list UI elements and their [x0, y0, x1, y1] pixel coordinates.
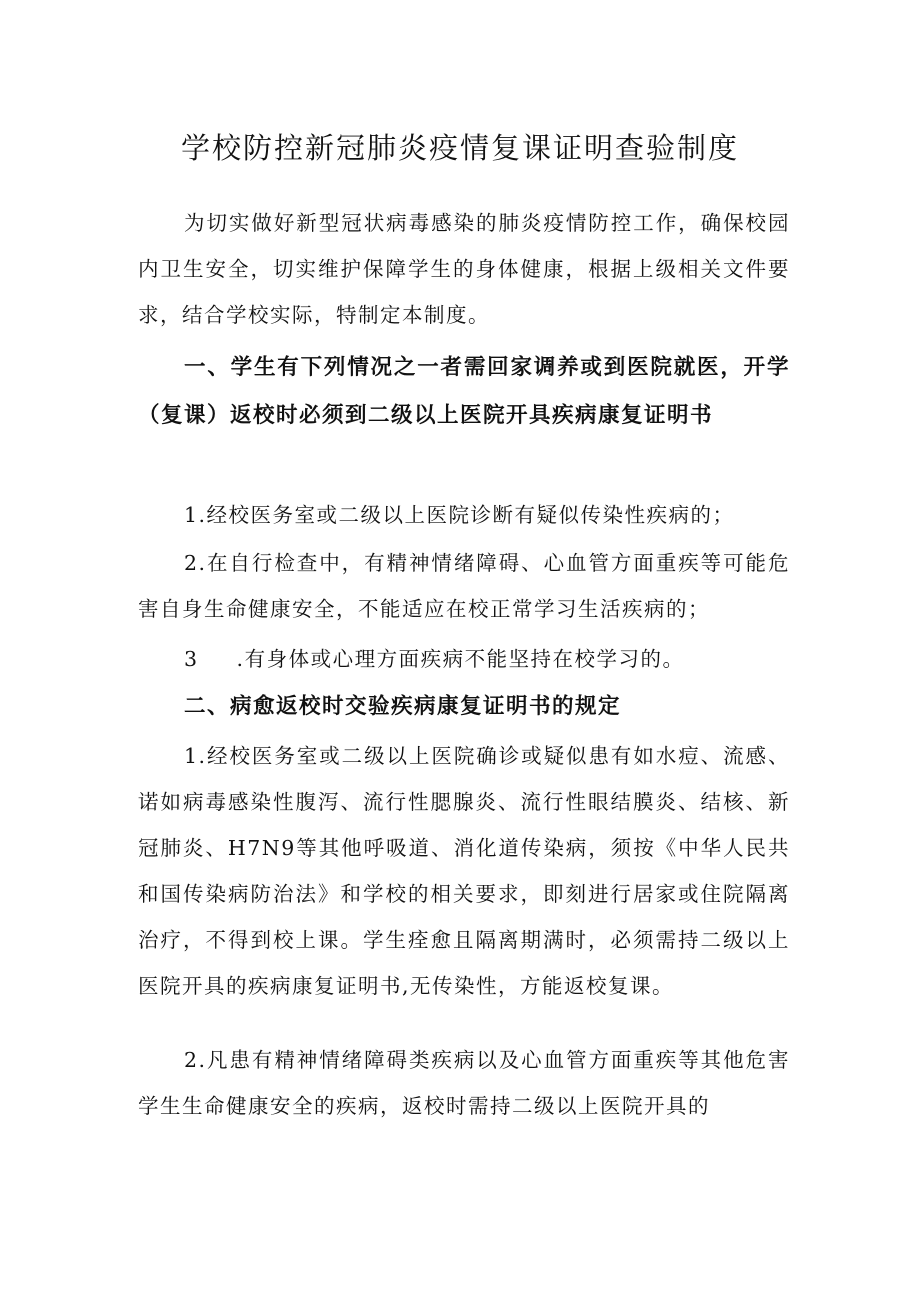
- section-2-item-1: 1.经校医务室或二级以上医院确诊或疑似患有如水痘、流感、诺如病毒感染性腹泻、流行性腮腺炎、流行性眼结膜炎、结核、新冠肺炎、H7N9等其他呼吸道、消化道传染病，须按《中华人民共和国传染病防治法》和学校的相关要求，即刻进行居家或住院隔离治疗，不得到校上课。学生痊愈且隔离期满时，必须需持二级以上医院开具的疾病康复证明书,无传染性，方能返校复课。: [138, 744, 790, 998]
- section-1-item-2: 2.在自行检查中，有精神情绪障碍、心血管方面重疾等可能危害自身生命健康安全，不能适应在校正常学习生活疾病的；: [138, 551, 790, 621]
- document-title: 学校防控新冠肺炎疫情复课证明查验制度: [180, 131, 739, 165]
- section-1-item-3: [138, 636, 790, 682]
- section-1-item-3-text: .有身体或心理方面疾病不能坚持在校学习的。: [236, 647, 685, 671]
- section-1-item-1: 1.经校医务室或二级以上医院诊断有疑似传染性疾病的；: [184, 503, 735, 527]
- section-2-item-2: 2.凡患有精神情绪障碍类疾病以及心血管方面重疾等其他危害学生生命健康安全的疾病，返校时需持二级以上医院开具的: [138, 1048, 790, 1118]
- section-1-heading: 一、学生有下列情况之一者需回家调养或到医院就医，开学（复课）返校时必须到二级以上医院开具疾病康复证明书: [138, 355, 790, 428]
- intro-paragraph: 为切实做好新型冠状病毒感染的肺炎疫情防控工作，确保校园内卫生安全，切实维护保障学生的身体健康，根据上级相关文件要求，结合学校实际，特制定本制度。: [138, 211, 790, 327]
- section-2-heading: 二、病愈返校时交验疾病康复证明书的规定: [184, 694, 622, 719]
- section-1-item-3-number: 3: [184, 647, 199, 671]
